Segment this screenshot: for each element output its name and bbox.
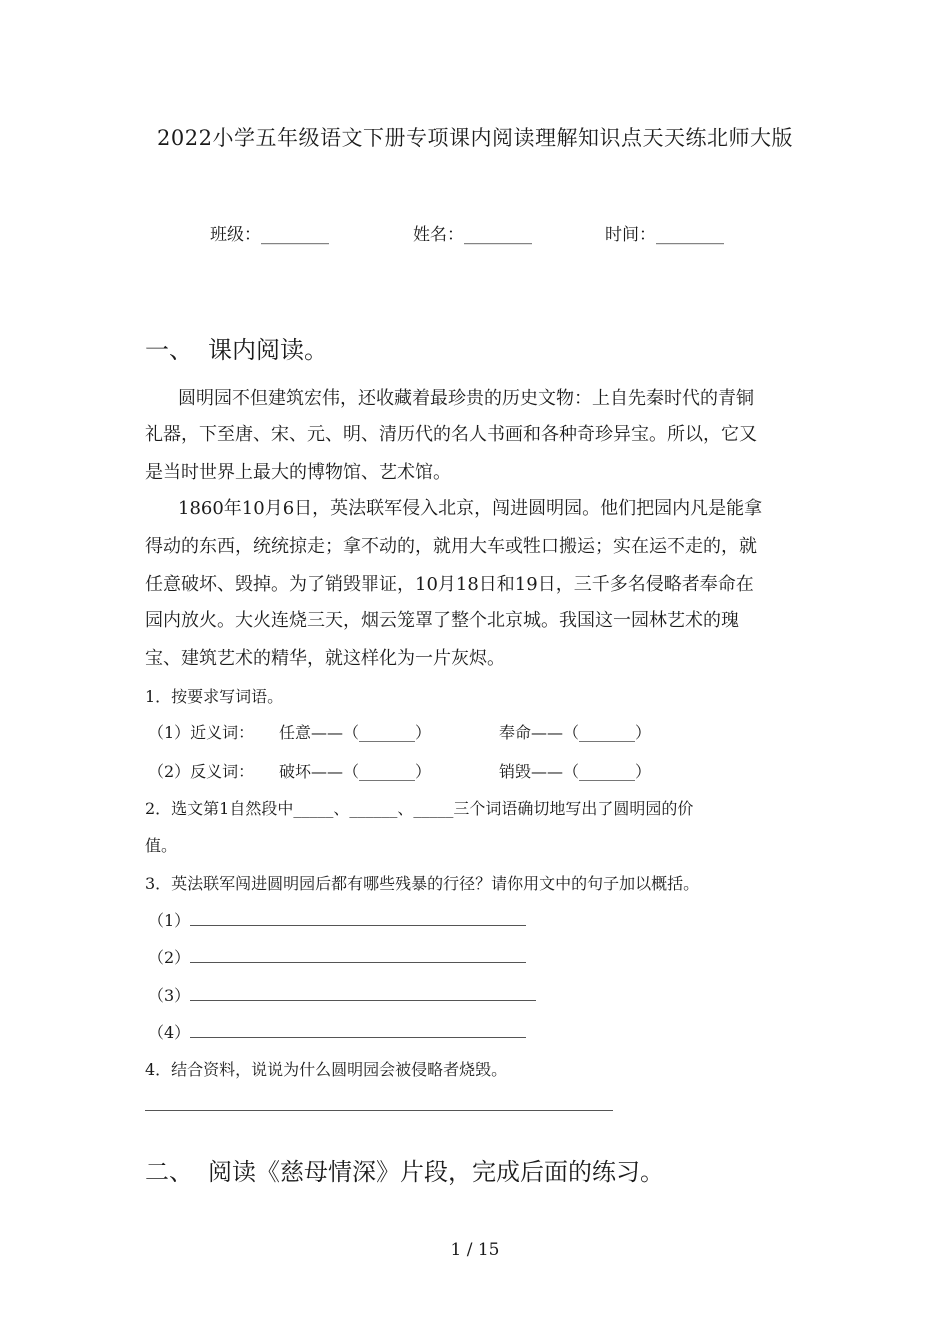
paragraph2-line4: 园内放火。大火连烧三天，烟云笼罩了整个北京城。我国这一园林艺术的瑰 (145, 610, 739, 631)
question4: 4．结合资料，说说为什么圆明园会被侵略者烧毁。 (145, 1060, 508, 1079)
section2-heading: 阅读《慈母情深》片段，完成后面的练习。 (208, 1158, 664, 1186)
q1-synonym-label: （1）近义词： (148, 723, 255, 742)
q3-item3-label: （3） (148, 986, 191, 1005)
paragraph1-line1: 圆明园不但建筑宏伟，还收藏着最珍贵的历史文物：上自先秦时代的青铜 (178, 388, 754, 409)
section1-number: 一、 (145, 336, 193, 364)
q4-answer-line (145, 1110, 613, 1111)
q3-item2-label: （2） (148, 948, 191, 967)
q3-item3-answer-line (190, 1000, 536, 1001)
section1-heading: 课内阅读。 (208, 336, 328, 364)
name-field: 姓名：________ (413, 225, 532, 245)
paragraph2-line1: 1860年10月6日，英法联军侵入北京，闯进圆明园。他们把园内凡是能拿 (178, 498, 763, 519)
paragraph1-line2: 礼器，下至唐、宋、元、明、清历代的名人书画和各种奇珍异宝。所以，它又 (145, 424, 757, 445)
q1-synonym-b: 奉命——（_______） (499, 723, 652, 742)
q3-item4-answer-line (190, 1037, 526, 1038)
paragraph1-line3: 是当时世界上最大的博物馆、艺术馆。 (145, 462, 451, 483)
document-title: 2022小学五年级语文下册专项课内阅读理解知识点天天练北师大版 (157, 126, 793, 150)
class-field: 班级：________ (210, 225, 329, 245)
time-field: 时间：________ (605, 225, 724, 245)
question3: 3．英法联军闯进圆明园后都有哪些残暴的行径？请你用文中的句子加以概括。 (145, 874, 700, 893)
question2-line1: 2．选文第1自然段中_____、______、_____三个词语确切地写出了圆明园的价 (145, 799, 694, 818)
q3-item4-label: （4） (148, 1023, 191, 1042)
section2-number: 二、 (145, 1158, 193, 1186)
question2-line2: 值。 (145, 836, 178, 855)
paragraph2-line5: 宝、建筑艺术的精华，就这样化为一片灰烬。 (145, 648, 505, 669)
paragraph2-line2: 得动的东西，统统掠走；拿不动的，就用大车或牲口搬运；实在运不走的，就 (145, 536, 757, 557)
question1: 1．按要求写词语。 (145, 687, 284, 706)
q1-antonym-label: （2）反义词： (148, 762, 255, 781)
q3-item1-label: （1） (148, 911, 191, 930)
q1-antonym-a: 破坏——（_______） (279, 762, 432, 781)
q1-antonym-b: 销毁——（_______） (499, 762, 652, 781)
paragraph2-line3: 任意破坏、毁掉。为了销毁罪证，10月18日和19日，三千多名侵略者奉命在 (145, 574, 754, 595)
q3-item1-answer-line (190, 925, 526, 926)
q3-item2-answer-line (190, 962, 526, 963)
page-number: 1 / 15 (450, 1240, 500, 1260)
q1-synonym-a: 任意——（_______） (279, 723, 432, 742)
